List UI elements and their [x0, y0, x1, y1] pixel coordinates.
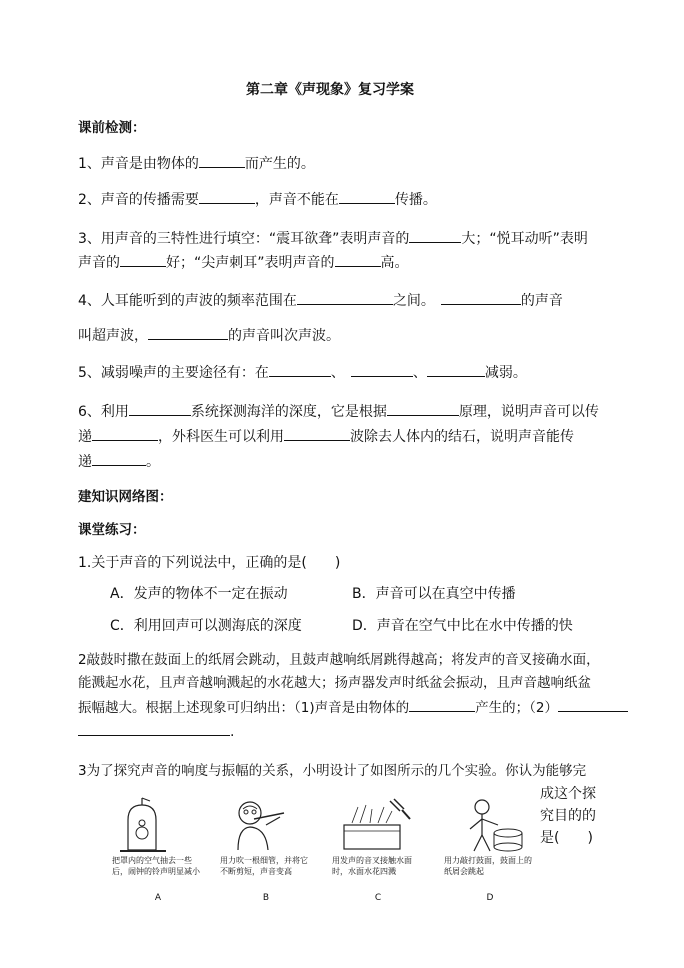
answer-blank[interactable]	[558, 697, 628, 712]
answer-blank[interactable]	[92, 451, 146, 466]
answer-blank[interactable]	[129, 401, 191, 416]
question-6-line-1: 6、利用 系统探测海洋的深度，它是根据 原理，说明声音可以传	[78, 401, 599, 422]
person-drumming-icon	[442, 795, 538, 855]
option-d[interactable]: D．声音在空气中比在水中传播的快	[352, 618, 573, 634]
answer-blank[interactable]	[409, 228, 461, 243]
answer-blank[interactable]	[92, 426, 158, 441]
figure-d[interactable]	[442, 795, 538, 905]
answer-blank[interactable]	[269, 362, 331, 377]
figure-caption: 用发声的音叉接触水面时，水面水花四溅	[332, 856, 412, 876]
figure-c[interactable]	[330, 795, 426, 905]
option-b[interactable]: B．声音可以在真空中传播	[352, 586, 516, 602]
answer-blank[interactable]	[387, 401, 459, 416]
practice-question-2-line-3: 振幅越大。根据上述现象可归纳出：（1)声音是由物体的 产生的；（2）	[78, 697, 628, 718]
practice-question-2-line-2: 能溅起水花，且声音越响溅起的水花越大；扬声器发声时纸盆会振动，且声音越响纸盆	[78, 675, 591, 691]
answer-blank[interactable]	[199, 153, 245, 168]
answer-blank[interactable]	[284, 426, 350, 441]
question-5: 5、减弱噪声的主要途径有：在 、 、 减弱。	[78, 362, 527, 383]
section-heading-practice: 课堂练习：	[78, 522, 146, 538]
practice-question-1-stem: 1.关于声音的下列说法中，正确的是( )	[78, 555, 341, 571]
question-4-line-1: 4、人耳能听到的声波的频率范围在 之间。 的声音	[78, 290, 563, 311]
page-title: 第二章《声现象》复习学案	[246, 82, 414, 98]
option-c[interactable]: C．利用回声可以测海底的深度	[110, 618, 302, 634]
answer-blank[interactable]	[199, 189, 255, 204]
question-2: 2、声音的传播需要 ，声音不能在 传播。	[78, 189, 437, 210]
figure-caption: 把罩内的空气抽去一些后，闹钟的铃声明显减小	[112, 856, 200, 876]
answer-blank[interactable]	[339, 189, 395, 204]
question-1: 1、声音是由物体的 而产生的。	[78, 153, 315, 174]
figure-b[interactable]	[218, 795, 314, 905]
experiment-figures	[110, 795, 540, 910]
answer-blank[interactable]	[441, 290, 521, 305]
answer-blank[interactable]	[409, 697, 475, 712]
section-heading-network: 建知识网络图：	[78, 489, 173, 505]
answer-blank[interactable]	[427, 362, 485, 377]
question-6-line-2: 递 ，外科医生可以利用 波除去人体内的结石，说明声音能传	[78, 426, 574, 447]
practice-question-3-line-3: 究目的的	[540, 808, 596, 824]
option-a[interactable]: A．发声的物体不一定在振动	[110, 586, 288, 602]
answer-blank[interactable]	[335, 252, 381, 267]
person-blowing-tube-icon	[218, 795, 314, 855]
figure-letter: D	[486, 893, 494, 903]
answer-blank[interactable]	[351, 362, 413, 377]
figure-letter: B	[262, 893, 270, 903]
figure-letter: C	[374, 893, 382, 903]
figure-caption: 用力吹一根细管，并将它不断剪短，声音变高	[220, 856, 308, 876]
figure-a[interactable]	[110, 795, 206, 905]
practice-question-2-line-4: .	[78, 721, 234, 742]
question-4-line-2: 叫超声波， 的声音叫次声波。	[78, 325, 340, 346]
section-heading-pre-check: 课前检测：	[78, 120, 146, 136]
figure-letter: A	[154, 893, 162, 903]
answer-blank[interactable]	[297, 290, 393, 305]
question-6-line-3: 递 。	[78, 451, 160, 472]
practice-question-3-line-2: 成这个探	[540, 786, 596, 802]
answer-blank[interactable]	[78, 721, 230, 736]
practice-question-3-line-4: 是( )	[540, 830, 593, 846]
figure-caption: 用力敲打鼓面，鼓面上的纸屑会跳起	[444, 856, 532, 876]
answer-blank[interactable]	[148, 325, 228, 340]
practice-question-3-line-1: 3为了探究声音的响度与振幅的关系，小明设计了如图所示的几个实验。你认为能够完	[78, 763, 587, 779]
question-3-line-2: 声音的 好；“尖声刺耳”表明声音的 高。	[78, 252, 409, 273]
practice-question-2-line-1: 2敲鼓时撒在鼓面上的纸屑会跳动，且鼓声越响纸屑跳得越高；将发声的音叉接确水面，	[78, 652, 600, 668]
question-3-line-1: 3、用声音的三特性进行填空：“震耳欲聋”表明声音的 大；“悦耳动听”表明	[78, 228, 588, 249]
tuning-fork-water-icon	[330, 795, 426, 855]
bell-jar-icon	[110, 795, 206, 855]
answer-blank[interactable]	[120, 252, 166, 267]
